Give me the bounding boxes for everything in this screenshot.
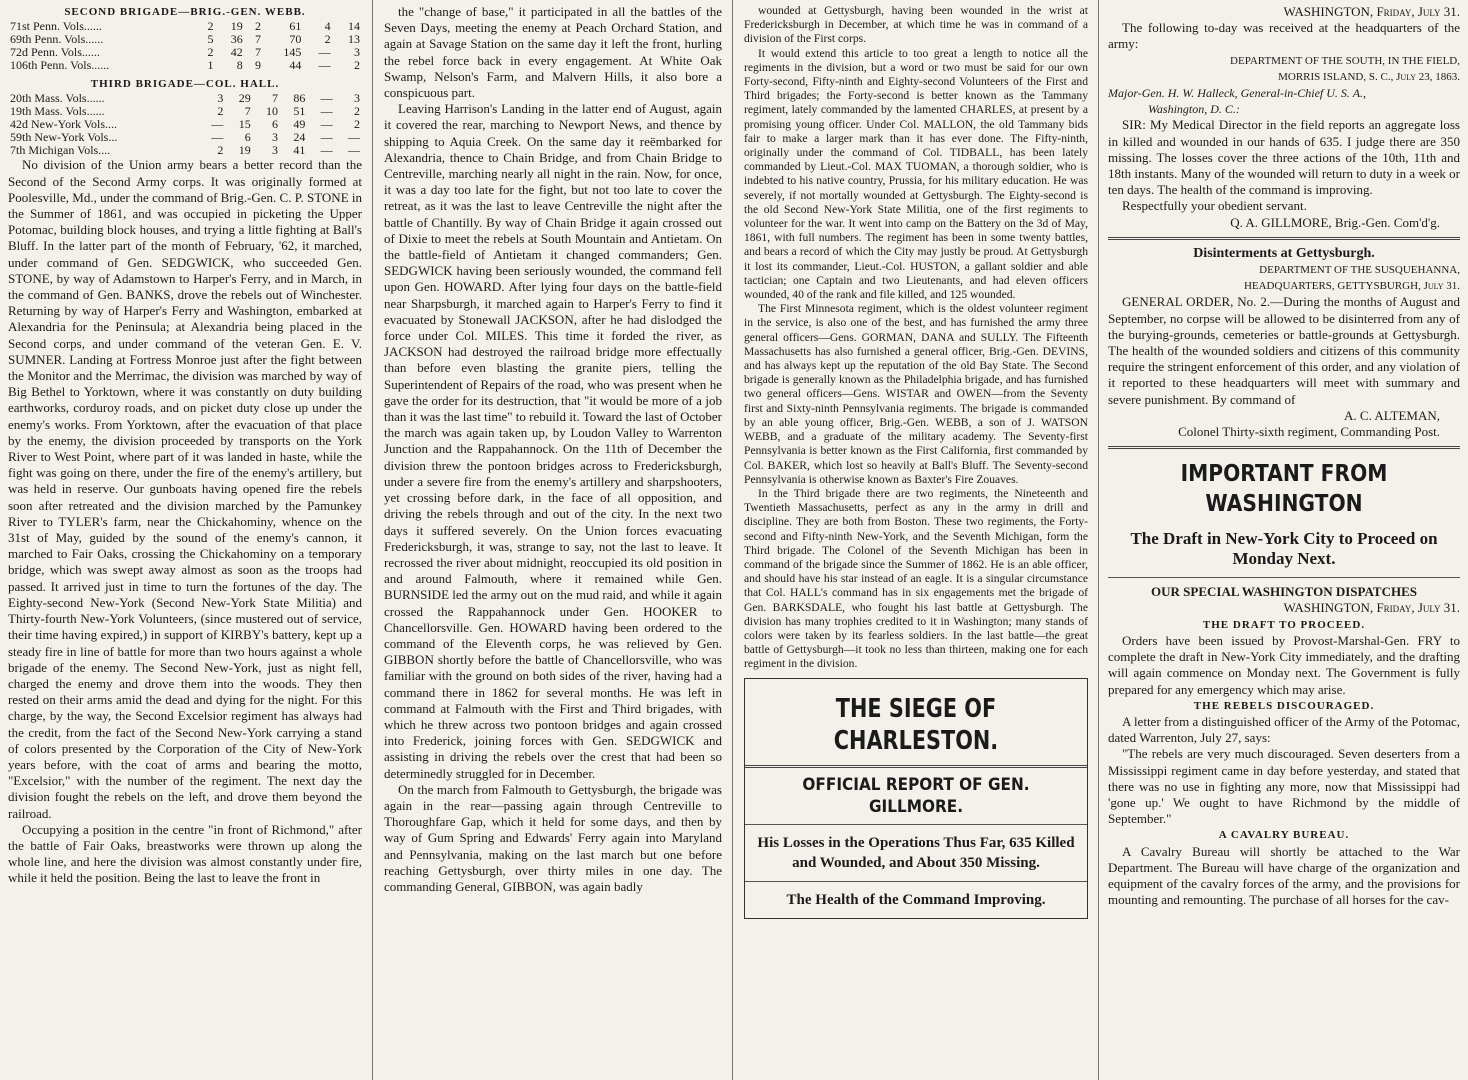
- casualty-count: 49: [293, 117, 306, 132]
- seven-days-paragraph: the "change of base," it participated in all the battles of the Seven Days, meeting the enemy at Peach Orchard Station, and again at Savage Station on the same day it left the front, hurling the rebel force back in every engagement. At White Oak Swamp, Nelson's Farm, and Malvern Hills, it also bore a conspicuous part.: [384, 4, 722, 101]
- health-deck: The Health of the Command Improving.: [786, 891, 1046, 908]
- charleston-headline-box: [744, 678, 1088, 919]
- casualty-count: —: [320, 130, 333, 145]
- column-4: [1100, 0, 1468, 1080]
- casualty-count: 61: [289, 19, 302, 34]
- gettysburgh-march-paragraph: On the march from Falmouth to Gettysburgh, the brigade was again in the rear—passing again through Centreville to Thoroughfare Gap, which it held for some days, and then by way of Gum Spring and Edwards' Ferry again into Maryland and Pennsylvania, making on the last march but one before reaching Gettysburgh, over thirty miles in one day. The commanding General, GIBBON, was again badly: [384, 781, 722, 894]
- addressee: Washington, D. C.:: [1148, 102, 1240, 117]
- important-headline: IMPORTANT FROM WASHINGTON: [1180, 461, 1388, 518]
- casualty-count: —: [320, 117, 333, 132]
- cavalry-text: A Cavalry Bureau will shortly be attached to the War Department. The Bureau will have charge of the organization and equipment of the cavalry forces of the army, and the provisions for mounting and remounting. The purchase of all horses for the cav-: [1108, 843, 1460, 908]
- casualty-count: 86: [293, 91, 306, 106]
- harrisons-landing-paragraph: Leaving Harrison's Landing in the latter end of August, again it covered the rear, marching to Newport News, and thence by shipping to Aquia Creek. On the same day it reëmbarked for Alexandria, thence to Chain Bridge, and from Chain Bridge to Centreville, marching nearly all night in the rain. Now, for once, it was a day too late for the fight, but not too late to cover the retreat, as it was the last to leave Centreville the night after the battle of Chantilly. By way of Chain Bridge it again crossed out of Dixie to meet the rebels at South Mountain and Antietam. On the battle-field of Antietam it changed commanders; Gen. SEDGWICK having been seriously wounded, the command fell upon Gen. HOWARD. After lying four days on the battle-field near Sharpsburgh, it marched again to Harper's Ferry to find it evacuated by Stonewall JACKSON, after he had dislodged the force under Col. MILES. This time it forded the river, as JACKSON had destroyed the railroad bridge more effectually than before even blasting the granite piers, telling the Superintendent of Repairs of the road, who was present when he gave the order for its destruction, that "it would be more of a job than it was the last time" to rebuild it. Toward the last of October the march was again taken up, by Loudon Valley to Warrenton Junction and the Rappahannock. On the 11th of December the division threw the pontoon bridges across to Fredericksburgh, under a severe fire from the enemy's artillery and sharpshooters, yet crossing before dark, in the face of all opposition, and driving the rebels through and out of the city. In the next two days it suffered severely. On the Union forces evacuating Fredericksburgh, it was, strange to say, not the last to leave. It recrossed the river about midnight, reoccupied its old position in and around Falmouth, where it remained while Gen. BURNSIDE led the army out on the mud raid, and while it again crossed the Rappahannock under Gen. HOOKER to Chancellorsville. Gen. HOWARD having been ordered to the command of the Eleventh corps, he was relieved by Gen. GIBBON shortly before the battle of Chancellorsville, who was familiar with the ground on both sides of the river, having had a command there in 1862 for several months. He was left in command at Falmouth with the First and Third brigades, with which he threw across two pontoon bridges and again crossed into Frederick, joining forces with Gen. SEDGWICK and assisting in driving the rebels over the crest that had been so determinedly struggled for in December.: [384, 101, 722, 781]
- divider: [745, 881, 1087, 882]
- regiment-name: 72d Penn. Vols......: [10, 45, 100, 60]
- gillmore-report-text: SIR: My Medical Director in the field reports an aggregate loss in killed and wounded in our hands of 635. I judge there are 350 missing. The losses cover the three actions of the 10th, 11th and 18th instants. Many of the wounded will return to duty in a week or ten days. The health of the command is improving.: [1108, 117, 1460, 198]
- column-rule: [372, 0, 373, 1080]
- regiment-name: 71st Penn. Vols......: [10, 19, 102, 34]
- general-order-text: GENERAL ORDER, No. 2.—During the months of August and September, no corpse will be allowed to be disinterred from any of the burying-grounds, cemeteries or battle-grounds at Gettysburgh. The health of the wounded soldiers and citizens of this community require the stringent enforcement of this order, and any violation of it reported to these headquarters will meet with summary and severe punishment. By command of: [1108, 294, 1460, 407]
- casualty-count: 3: [272, 143, 279, 158]
- second-brigade-table: [8, 20, 362, 72]
- casualty-count: —: [318, 58, 331, 73]
- casualty-count: 3: [354, 45, 360, 60]
- department-line: DEPARTMENT OF THE SUSQUEHANNA,: [1259, 264, 1460, 277]
- regiment-name: 7th Michigan Vols....: [10, 143, 111, 158]
- closing-text: Respectfully your obedient servant.: [1122, 198, 1307, 214]
- casualty-count: 7: [272, 91, 279, 106]
- intro-text: The following to-day was received at the headquarters of the army:: [1108, 20, 1460, 52]
- casualty-count: 24: [293, 130, 306, 145]
- casualty-count: 9: [255, 58, 262, 73]
- department-line: DEPARTMENT OF THE SOUTH, IN THE FIELD,: [1230, 54, 1460, 67]
- special-dispatches-head: OUR SPECIAL WASHINGTON DISPATCHES: [1151, 584, 1417, 600]
- casualty-count: 2: [207, 45, 214, 60]
- regiments-paragraph: It would extend this article to too great a length to notice all the regiments in the division, but a word or two must be said for our own Forty-second, Fifty-ninth and Eighty-second Volunteers of the First and Third brigades; the Forty-second is better known as the Tammany regiment, lately commanded by the lamented CHARLES, at present by a promising young officer. Under Col. MALLON, the old Tammany bids fair to make a larger mark than it has ever done. The Fifty-ninth, originally under the command of Col. TIDBALL, has been lately commanded by Lieut.-Col. MAX TUOMAN, a thorough soldier, who is indebted to his native country, Prussia, for his military education. He was severely, if not mortally wounded at Gettysburgh. The Eighty-second is the old Second New-York State Militia, one of the first regiments to volunteer for the war. It went into camp on the Battery on the 3d of May, 1861, with full numbers. The regiment has been in some twenty battles, and bears a record of which the City may justly be proud. At Gettysburgh it lost its commander, Lieut.-Col. HUSTON, a gallant soldier and able tactician; one Captain and two Lieutenants, and had eleven officers wounded, 40 of the rank and file killed, and 125 wounded.: [744, 46, 1088, 302]
- losses-deck: His Losses in the Operations Thus Far, 635 Killed and Wounded, and About 350 Missing.: [757, 834, 1075, 871]
- department-line: HEADQUARTERS, GETTYSBURGH, July 31.: [1243, 280, 1460, 293]
- column-1: [0, 0, 370, 1080]
- casualty-count: 13: [348, 32, 360, 47]
- casualty-count: 42: [230, 45, 243, 60]
- casualty-count: —: [348, 130, 360, 145]
- disinterments-title: Disinterments at Gettysburgh.: [1193, 245, 1375, 261]
- casualty-count: —: [320, 91, 333, 106]
- column-rule: [1098, 0, 1099, 1080]
- casualty-count: 3: [217, 91, 224, 106]
- casualty-count: 2: [217, 104, 224, 119]
- casualty-count: 41: [293, 143, 306, 158]
- casualty-count: 145: [283, 45, 302, 60]
- casualty-count: 51: [293, 104, 306, 119]
- column-3: [736, 0, 1096, 1080]
- cavalry-subhead: A CAVALRY BUREAU.: [1218, 829, 1350, 842]
- rebels-quote: "The rebels are very much discouraged. Seven deserters from a Mississippi regiment came in day before yesterday, and stated that there was no use in fighting any more, now that Mississippi had 'gone up.' We ought to have Richmond by the middle of September.": [1108, 746, 1460, 827]
- draft-headline: The Draft in New-York City to Proceed on Monday Next.: [1130, 529, 1438, 569]
- column-rule: [732, 0, 733, 1080]
- casualty-count: 19: [230, 19, 243, 34]
- casualty-count: 19: [238, 143, 251, 158]
- alteman-title: Colonel Thirty-sixth regiment, Commanding Post.: [1178, 424, 1440, 440]
- regiment-name: 106th Penn. Vols......: [10, 58, 110, 73]
- casualty-count: 4: [324, 19, 331, 34]
- casualty-count: 2: [207, 19, 214, 34]
- gibbon-wounded-paragraph: wounded at Gettysburgh, having been wounded in the wrist at Fredericksburgh in December, at which time he was in command of a division of the First corps.: [744, 4, 1088, 46]
- rebels-text: A letter from a distinguished officer of the Army of the Potomac, dated Warrenton, July 27, says:: [1108, 713, 1460, 746]
- casualty-count: 2: [354, 104, 360, 119]
- divider: [745, 765, 1087, 768]
- casualty-count: 10: [266, 104, 279, 119]
- casualty-count: 2: [255, 19, 262, 34]
- official-report-headline: OFFICIAL REPORT OF GEN. GILLMORE.: [802, 774, 1030, 817]
- casualty-count: 1: [207, 58, 214, 73]
- casualty-count: 36: [230, 32, 243, 47]
- division-history-paragraph: No division of the Union army bears a better record than the Second of the Second Army corps. It was originally formed at Poolesville, Md., under the command of Brig.-Gen. C. P. STONE in the Summer of 1861, and was occupied in picketing the Upper Potomac, building block houses, and trying a little fighting at Ball's Bluff. In the latter part of the month of February, '62, it marched, under command of Gen. SEDGWICK, who succeeded Gen. STONE, by way of Adamstown to Harper's Ferry, and in March, in the command of Gen. BANKS, drove the rebels out of Winchester. Returning by way of Harper's Ferry and Washington, embarked at Alexandria for the Peninsula; at Alexandria being placed in the Second corps, and under command of the veteran Gen. E. V. SUMNER. Landing at Fortress Monroe just after the fight between the Monitor and the Merrimac, the division was marched by way of Big Bethel to Yorktown, where it was constantly on duty building earthworks, corduroy roads, and on picket duty close up under the enemy's works. From Yorktown, after the evacuation of that place by the enemy, the division proceeded by transports on the York River to West Point, where part of it was landed in haste, while the fight was going on there, under the fire of the enemy's artillery, but was held in reserve. Our gunboats having opened fire the rebels soon after retreated and the division marched by the Pamunkey River to TYLER's farm, near the Chickahominy, whence on the 31st of May, guided by the sound of the enemy's cannon, it marched to Fair Oaks, crossing the Chickahominy on a temporary bridge, which was swept away almost as soon as the troops had passed. It arrived just in time to turn the fortunes of the day. The Eighty-second New-York (Second New-York State Militia) and Thirty-fourth New-York Volunteers, (since mustered out of service, their time having expired,) in support of KIRBY's battery, kept up a steady fire in line of battle for more than two hours against a whole brigade of the enemy. The Second New-York, just as night fell, charged the enemy and drove them into the woods. They then rested on their arms amid the dead and dying for the night. For this charge, by the way, the Second Excelsior regiment has always had the credit, from the fact of the Second New-York carrying a stand of colors presented by the Corporation of the City of New-York years before, with the coat of arms and bearing the motto, "Excelsior," with the number of the regiment. The next day the division fought the rebels on the left, and drove them beyond the railroad.: [8, 157, 362, 821]
- third-brigade-header: THIRD BRIGADE—COL. HALL.: [90, 78, 280, 91]
- regiment-name: 19th Mass. Vols......: [10, 104, 105, 119]
- casualty-count: 2: [354, 58, 360, 73]
- casualty-count: —: [211, 130, 224, 145]
- regiment-name: 69th Penn. Vols......: [10, 32, 104, 47]
- rebels-subhead: THE REBELS DISCOURAGED.: [1193, 699, 1375, 712]
- dateline: WASHINGTON, Friday, July 31.: [1283, 4, 1460, 19]
- second-brigade-header: SECOND BRIGADE—BRIG.-GEN. WEBB.: [64, 6, 306, 18]
- casualty-count: —: [320, 143, 333, 158]
- roster-row: [8, 144, 362, 157]
- casualty-count: 70: [289, 32, 302, 47]
- addressee: Major-Gen. H. W. Halleck, General-in-Chief U. S. A.,: [1108, 86, 1367, 101]
- casualty-count: —: [211, 117, 224, 132]
- casualty-count: 44: [289, 58, 302, 73]
- casualty-count: 7: [255, 45, 262, 60]
- casualty-count: —: [320, 104, 333, 119]
- fair-oaks-paragraph: Occupying a position in the centre "in front of Richmond," after the battle of Fair Oaks, breastworks were thrown up along the whole line, and here the division was almost constantly under fire, while it held the position. Being the last to leave the front in: [8, 821, 362, 886]
- casualty-count: 3: [354, 91, 360, 106]
- draft-text: Orders have been issued by Provost-Marshal-Gen. FRY to complete the draft in New-York City immediately, and the drafting will again commence on Monday next. The Government is fully prepared for any emergency which may arise.: [1108, 632, 1460, 697]
- third-brigade-table: [8, 92, 362, 157]
- divider: [1108, 446, 1460, 449]
- regiment-name: 42d New-York Vols....: [10, 117, 118, 132]
- casualty-count: 3: [272, 130, 279, 145]
- draft-subhead: THE DRAFT TO PROCEED.: [1202, 618, 1366, 631]
- department-line: MORRIS ISLAND, S. C., July 23, 1863.: [1278, 70, 1460, 83]
- column-2: [376, 0, 730, 1080]
- casualty-count: 14: [348, 19, 360, 34]
- casualty-count: —: [348, 143, 360, 158]
- siege-headline: THE SIEGE OF CHARLESTON.: [833, 693, 999, 756]
- casualty-count: 6: [244, 130, 251, 145]
- casualty-count: 5: [207, 32, 214, 47]
- alteman-signature: A. C. ALTEMAN,: [1344, 407, 1440, 423]
- divider: [1108, 237, 1460, 240]
- dateline: WASHINGTON, Friday, July 31.: [1283, 600, 1460, 616]
- casualty-count: 7: [255, 32, 262, 47]
- casualty-count: 8: [236, 58, 243, 73]
- casualty-count: —: [318, 45, 331, 60]
- gillmore-signature: Q. A. GILLMORE, Brig.-Gen. Com'd'g.: [1230, 214, 1440, 230]
- regiment-name: 59th New-York Vols...: [10, 130, 118, 145]
- casualty-count: 15: [238, 117, 251, 132]
- casualty-count: 29: [238, 91, 251, 106]
- regiment-name: 20th Mass. Vols......: [10, 91, 105, 106]
- roster-row: [8, 59, 362, 72]
- casualty-count: 6: [272, 117, 279, 132]
- casualty-count: 2: [324, 32, 331, 47]
- divider: [1108, 577, 1460, 578]
- third-brigade-paragraph: In the Third brigade there are two regiments, the Nineteenth and Twentieth Massachusetts, perfect as any in the army in drill and discipline. They are both from Boston. These two regiments, the Forty-second and Fifty-ninth New-York, and the Seventh Michigan, form the Third brigade. The Colonel of the Seventh Michigan has been in command of the brigade since the Summer of 1862. He is an able officer, and should have his star instead of an eagle. It is a singular circumstance that Col. HALL's command has in six engagements met the brigade of Gen. BARKSDALE, who fought his last battle at Gettysburgh. The division has many trophies credited to it in Washington; many stands of colors were taken by its fearless soldiers. In the last battle—the great battle of Gettysburgh—it took no less than thirteen, making one for each regiment in the division.: [744, 486, 1088, 671]
- casualty-count: 2: [354, 117, 360, 132]
- minnesota-paragraph: The First Minnesota regiment, which is the oldest volunteer regiment in the service, is also one of the best, and has furnished the army three general officers—Gens. GORMAN, DANA and SULLY. The Fifteenth Massachusetts has also furnished a general officer, Brig.-Gen. DEVINS, and has always kept up the reputation of the old Bay State. The Second brigade is generally known as the Philadelphia brigade, and has furnished two general officers—Gens. WISTAR and OWEN—from the Seventy first and Sixty-ninth Pennsylvania regiments. The brigade is commanded by an able young officer, Brig.-Gen. WEBB, a son of J. WATSON WEBB, and a graduate of the military academy. The Seventy-first Pennsylvania is better known as the First California, first commanded by Col. BAKER, which lost so heavily at Ball's Bluff. The Seventy-second Pennsylvania is otherwise known as Baxter's Fire Zouaves.: [744, 302, 1088, 486]
- casualty-count: 2: [217, 143, 224, 158]
- casualty-count: 7: [244, 104, 251, 119]
- divider: [745, 824, 1087, 825]
